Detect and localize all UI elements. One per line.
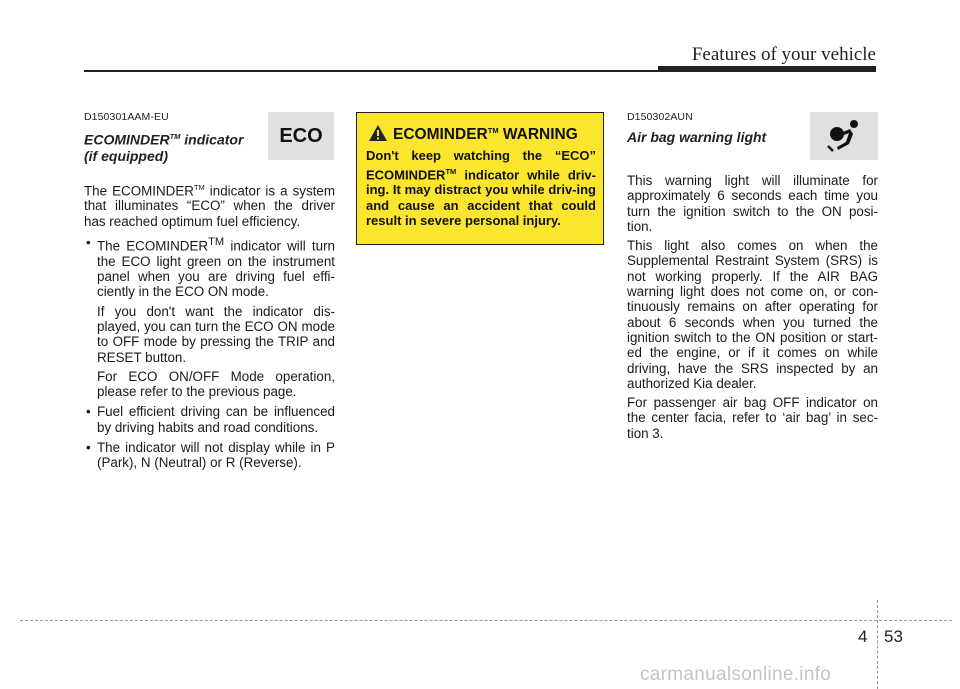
bullet-list — [84, 235, 335, 471]
eco-indicator-icon — [268, 112, 334, 160]
paragraph: For passenger air bag OFF indicator on the center facia, refer to ‘air bag’ in sec-tion 3. — [627, 395, 878, 441]
section-code: D150301AAM-EU — [84, 111, 169, 123]
header-rule-accent — [658, 66, 876, 72]
list-item-note: If you don't want the indicator dis-played, you can turn the ECO ON mode to OFF mode by pressing the TRIP and RESET button. — [97, 303, 335, 365]
paragraph: This light also comes on when the Supplemental Restraint System (SRS) is not working properly. If the AIR BAG warning light does not come on, or con-tinuously remains on after operating for about 6 seconds when you turned the ignition switch to the ON position or start-ed the engine, or if it comes on while driving, have the SRS inspected by an authorized Kia dealer. — [627, 238, 878, 391]
list-item: • The indicator will not display while in P (Park), N (Neutral) or R (Reverse). — [84, 440, 335, 471]
footer-divider — [877, 600, 878, 689]
airbag-warning-icon — [810, 112, 878, 160]
watermark: carmanualsonline.info — [640, 664, 832, 685]
ecominder-section — [84, 111, 335, 476]
airbag-person-icon — [824, 118, 864, 154]
intro-paragraph: The ECOMINDER™ indicator is a system that illuminates “ECO” when the driver has reached optimum fuel efficiency. — [84, 182, 335, 229]
warning-triangle-icon — [368, 124, 388, 142]
warning-box — [356, 112, 604, 245]
footer-rule — [20, 620, 952, 621]
page-number: 53 — [884, 627, 903, 646]
list-item: • Fuel efficient driving can be influenced by driving habits and road conditions. — [84, 404, 335, 435]
section-body — [627, 173, 878, 441]
paragraph: This warning light will illuminate for approximately 6 seconds each time you turn the ignition switch to the ON posi-tion. — [627, 173, 878, 234]
chapter-number: 4 — [858, 627, 868, 646]
warning-title: ECOMINDER™ WARNING — [393, 126, 578, 144]
section-code: D150302AUN — [627, 111, 693, 123]
page-header-title: Features of your vehicle — [691, 44, 876, 65]
eco-indicator-label: ECO — [279, 124, 323, 147]
airbag-section — [627, 111, 878, 445]
list-item: • The ECOMINDER™ indicator will turn the ECO light green on the instrument panel when you are driving fuel effi-ciently in the ECO ON mode. If you don't want the indicator dis-played, you can turn the ECO ON mode to OFF mode by pressing the TRIP and RESET button. For ECO ON/OFF Mode operation, please refer to the previous page. — [84, 235, 335, 399]
warning-text: Don't keep watching the “ECO” ECOMINDER™ indicator while driv-ing. It may distract you while driv-ing and cause an accident that could result in severe personal injury. — [366, 148, 596, 229]
list-item-note: For ECO ON/OFF Mode operation, please refer to the previous page. — [97, 368, 335, 400]
section-title: Air bag warning light — [627, 129, 767, 145]
section-body — [84, 180, 335, 471]
section-title: ECOMINDER™ indicator (if equipped) — [84, 131, 244, 164]
